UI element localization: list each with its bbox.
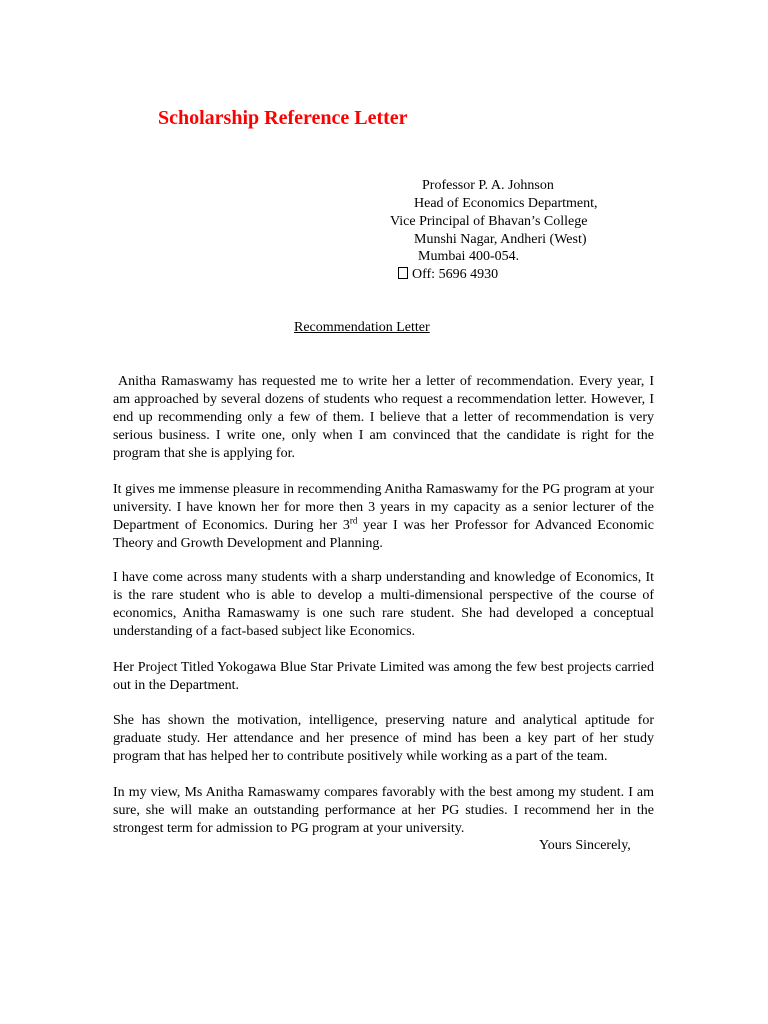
sender-phone-text: Off: 5696 4930 <box>412 267 499 282</box>
letter-subject: Recommendation Letter <box>294 320 430 335</box>
phone-box-icon <box>398 267 408 279</box>
paragraph-recommendation <box>113 481 654 553</box>
sender-college: Vice Principal of Bhavan’s College <box>390 214 588 229</box>
letter-signoff: Yours Sincerely, <box>539 838 631 853</box>
sender-department: Head of Economics Department, <box>414 196 598 211</box>
paragraph-recommendation-part2: year I was her Professor for Advanced Economic Theory and Growth Development and Planning. <box>113 518 654 551</box>
paragraph-intro: Anitha Ramaswamy has requested me to write her a letter of recommendation. Every year, I am approached by several dozens of students who request a recommendation letter. However, I end up recommending only a few of them. I believe that a letter of recommendation is very serious business. I write one, only when I am convinced that the candidate is right for the program that she is applying for. <box>113 374 654 461</box>
ordinal-suffix: rd <box>349 515 358 526</box>
sender-city: Mumbai 400-054. <box>418 249 520 264</box>
sender-name: Professor P. A. Johnson <box>422 178 554 193</box>
paragraph-students: I have come across many students with a sharp understanding and knowledge of Economics, It is the rare student who is able to develop a multi-dimensional perspective of the course of economics, Anitha Ramaswamy is one such rare student. She had developed a conceptual understanding of a fact-based subject like Economics. <box>113 570 654 639</box>
paragraph-motivation: She has shown the motivation, intelligence, preserving nature and analytical aptitude for graduate study. Her attendance and her presence of mind has been a key part of her study program that has helped her to contribute positively while working as a part of the team. <box>113 713 654 764</box>
sender-phone <box>398 266 498 284</box>
paragraph-project: Her Project Titled Yokogawa Blue Star Private Limited was among the few best projects carried out in the Department. <box>113 660 654 693</box>
paragraph-view: In my view, Ms Anitha Ramaswamy compares favorably with the best among my student. I am sure, she will make an outstanding performance at her PG studies. I recommend her in the strongest term for admission to PG program at your university. <box>113 785 654 836</box>
paragraph-recommendation-part1: It gives me immense pleasure in recommending Anitha Ramaswamy for the PG program at your university. I have known her for more then 3 years in my capacity as a senior lecturer of the Department of Economics. During her 3 <box>113 482 654 533</box>
letter-title: Scholarship Reference Letter <box>158 107 408 129</box>
sender-street: Munshi Nagar, Andheri (West) <box>414 232 587 247</box>
